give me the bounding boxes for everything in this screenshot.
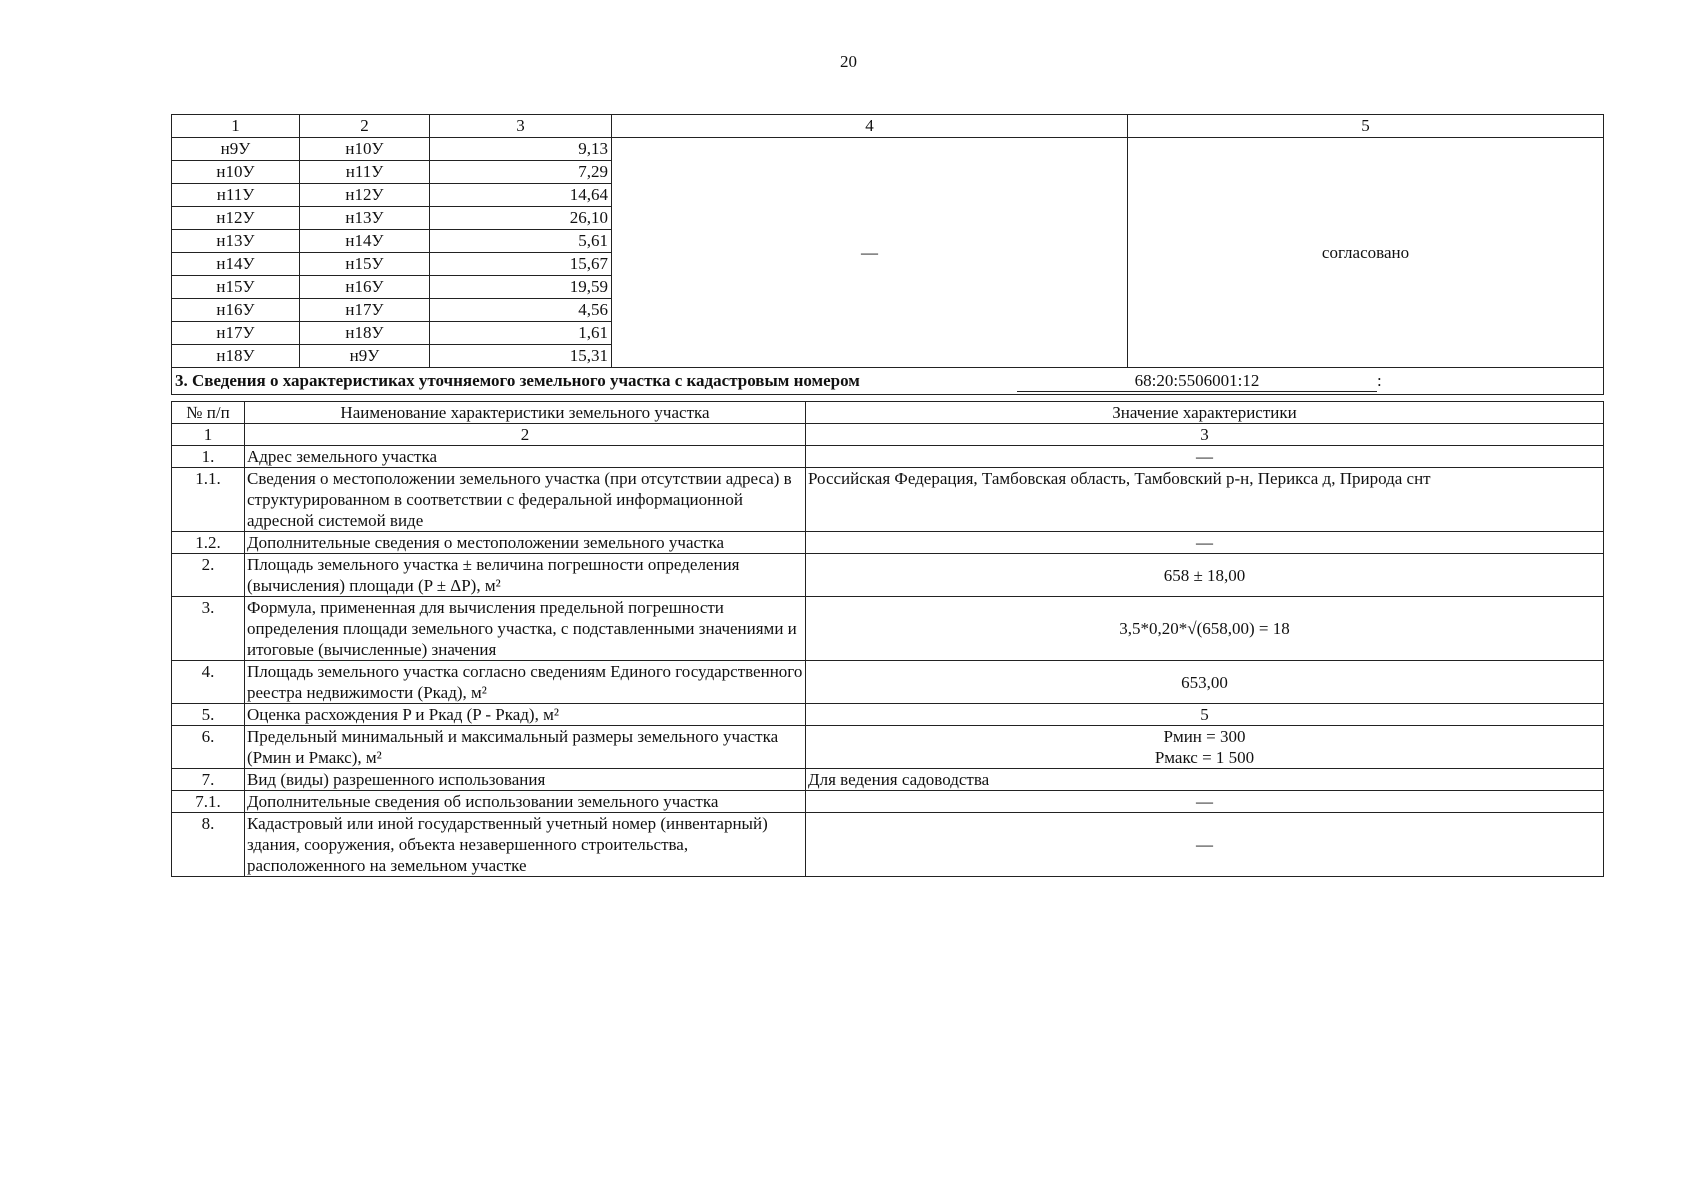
characteristic-name: Кадастровый или иной государственный учетный номер (инвентарный) здания, сооружения, объекта незавершенного строительства, расположенного на земельном участке (245, 813, 806, 877)
from-point: н10У (172, 161, 300, 184)
characteristic-value: — (806, 791, 1604, 813)
characteristic-name: Дополнительные сведения об использовании земельного участка (245, 791, 806, 813)
distance: 5,61 (430, 230, 612, 253)
characteristic-value: — (806, 813, 1604, 877)
row-number: 1.2. (172, 532, 245, 554)
distance: 19,59 (430, 276, 612, 299)
section-suffix: : (1377, 371, 1382, 390)
from-point: н9У (172, 138, 300, 161)
column-number: 1 (172, 424, 245, 446)
table-row (172, 468, 1604, 532)
characteristic-name: Формула, примененная для вычисления предельной погрешности определения площади земельного участка, с подставленными значениями и итоговые (вычисленные) значения (245, 597, 806, 661)
characteristic-value: 653,00 (806, 661, 1604, 704)
row-number: 1. (172, 446, 245, 468)
to-point: н18У (300, 322, 430, 345)
table-header-cell: 2 (300, 115, 430, 138)
table-row (172, 446, 1604, 468)
table-row (172, 554, 1604, 597)
table-header-cell: Значение характеристики (806, 402, 1604, 424)
characteristic-name: Вид (виды) разрешенного использования (245, 769, 806, 791)
table-header-row (172, 402, 1604, 424)
row-number: 7.1. (172, 791, 245, 813)
row-number: 6. (172, 726, 245, 769)
row-number: 8. (172, 813, 245, 877)
table-row (172, 813, 1604, 877)
page-number: 20 (840, 52, 857, 71)
characteristic-name: Площадь земельного участка ± величина погрешности определения (вычисления) площади (P ± ΔP), м² (245, 554, 806, 597)
row-number: 5. (172, 704, 245, 726)
table-row (172, 597, 1604, 661)
cadastral-number: 68:20:5506001:12 (1017, 371, 1377, 392)
table-header-cell: № п/п (172, 402, 245, 424)
distance: 4,56 (430, 299, 612, 322)
from-point: н15У (172, 276, 300, 299)
to-point: н13У (300, 207, 430, 230)
distance: 7,29 (430, 161, 612, 184)
to-point: н14У (300, 230, 430, 253)
to-point: н12У (300, 184, 430, 207)
approval-status: согласовано (1128, 138, 1604, 368)
section-title: 3. Сведения о характеристиках уточняемого земельного участка с кадастровым номером (175, 371, 860, 390)
column-number: 3 (806, 424, 1604, 446)
characteristic-value: — (806, 446, 1604, 468)
section-title-row (172, 368, 1604, 395)
to-point: н11У (300, 161, 430, 184)
characteristic-value: Российская Федерация, Тамбовская область, Тамбовский р-н, Перикса д, Природа снт (806, 468, 1604, 532)
table-row (172, 769, 1604, 791)
characteristic-value: 658 ± 18,00 (806, 554, 1604, 597)
boundary-points-table (171, 114, 1604, 395)
characteristic-value: 3,5*0,20*√(658,00) = 18 (806, 597, 1604, 661)
table-row (172, 138, 1604, 161)
from-point: н11У (172, 184, 300, 207)
characteristic-name: Оценка расхождения P и Pкад (P - Pкад), м² (245, 704, 806, 726)
column-number: 2 (245, 424, 806, 446)
table-row (172, 532, 1604, 554)
table-row (172, 726, 1604, 769)
row-number: 1.1. (172, 468, 245, 532)
to-point: н15У (300, 253, 430, 276)
table-header-cell: 3 (430, 115, 612, 138)
distance: 14,64 (430, 184, 612, 207)
to-point: н17У (300, 299, 430, 322)
characteristic-name: Дополнительные сведения о местоположении земельного участка (245, 532, 806, 554)
characteristic-value: Для ведения садоводства (806, 769, 1604, 791)
to-point: н10У (300, 138, 430, 161)
to-point: н16У (300, 276, 430, 299)
col4-value: — (612, 138, 1128, 368)
characteristic-value: 5 (806, 704, 1604, 726)
distance: 15,67 (430, 253, 612, 276)
table-header-row (172, 115, 1604, 138)
distance: 1,61 (430, 322, 612, 345)
distance: 9,13 (430, 138, 612, 161)
table-header-cell: Наименование характеристики земельного участка (245, 402, 806, 424)
characteristic-name: Адрес земельного участка (245, 446, 806, 468)
characteristic-name: Сведения о местоположении земельного участка (при отсутствии адреса) в структурированном в соответствии с федеральной информационной адресной системой виде (245, 468, 806, 532)
from-point: н16У (172, 299, 300, 322)
characteristic-value: — (806, 532, 1604, 554)
table-row (172, 661, 1604, 704)
section-title-cell (172, 368, 1604, 395)
table-header-cell: 1 (172, 115, 300, 138)
row-number: 3. (172, 597, 245, 661)
characteristic-name: Предельный минимальный и максимальный размеры земельного участка (Pмин и Pмакс), м² (245, 726, 806, 769)
distance: 15,31 (430, 345, 612, 368)
from-point: н17У (172, 322, 300, 345)
table-row (172, 704, 1604, 726)
from-point: н12У (172, 207, 300, 230)
row-number: 2. (172, 554, 245, 597)
min-size-value: Pмин = 300 (1163, 727, 1246, 746)
from-point: н13У (172, 230, 300, 253)
row-number: 7. (172, 769, 245, 791)
characteristic-value-cell (806, 726, 1604, 769)
column-number-row (172, 424, 1604, 446)
characteristics-table (171, 401, 1604, 877)
from-point: н18У (172, 345, 300, 368)
table-header-cell: 4 (612, 115, 1128, 138)
max-size-value: Pмакс = 1 500 (1154, 748, 1255, 767)
table-row (172, 791, 1604, 813)
characteristic-name: Площадь земельного участка согласно сведениям Единого государственного реестра недвижимости (Pкад), м² (245, 661, 806, 704)
row-number: 4. (172, 661, 245, 704)
to-point: н9У (300, 345, 430, 368)
table-header-cell: 5 (1128, 115, 1604, 138)
from-point: н14У (172, 253, 300, 276)
distance: 26,10 (430, 207, 612, 230)
